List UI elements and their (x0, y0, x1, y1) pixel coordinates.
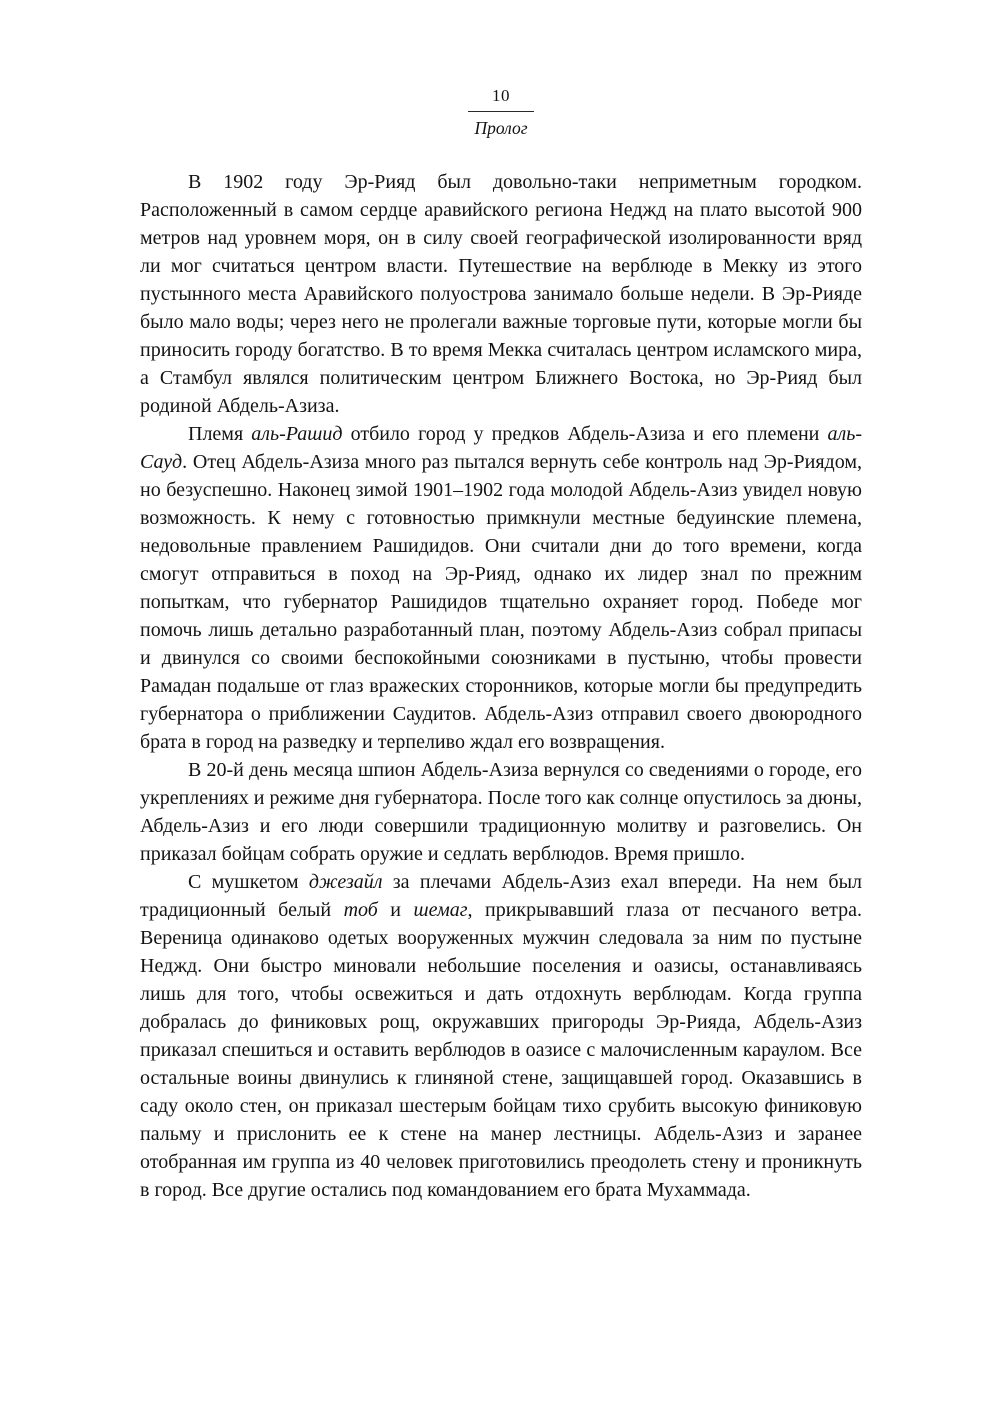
text-run: В 1902 году Эр-Рияд был довольно-таки неприметным городком. Расположенный в самом сердце аравийского региона Неджд на плато высотой 900 метров над уровнем моря, он в силу своей географической изолированности вряд ли мог считаться центром власти. Путешествие на верблюде в Мекку из этого пустынного места Аравийского полуострова занимало больше недели. В Эр-Рияде было мало воды; через него не пролегали важные торговые пути, которые могли бы приносить городу богатство. В то время Мекка считалась центром исламского мира, а Стамбул являлся политическим центром Ближнего Востока, но Эр-Рияд был родиной Абдель-Азиза. (140, 171, 862, 417)
text-run: за плечами Абдель-Азиз ехал впереди. На нем был традиционный белый (140, 871, 862, 921)
paragraph (140, 168, 862, 420)
italic-term: аль-Сауд (140, 423, 862, 473)
italic-term: шемаг (413, 899, 468, 921)
text-run: С мушкетом (188, 871, 309, 893)
page-number: 10 (492, 86, 510, 105)
text-run: В 20-й день месяца шпион Абдель-Азиза вернулся со сведениями о городе, его укреплениях и режиме дня губернатора. После того как солнце опустилось за дюны, Абдель-Азиз и его люди совершили традиционную молитву и разговелись. Он приказал бойцам собрать оружие и седлать верблюдов. Время пришло. (140, 759, 862, 865)
paragraph (140, 868, 862, 1204)
text-run: Племя (188, 423, 252, 445)
text-run: , прикрывавший глаза от песчаного ветра. Вереница одинаково одетых вооруженных мужчин следовала за ним по пустыне Неджд. Они быстро миновали небольшие поселения и оазисы, останавливаясь лишь для того, чтобы освежиться и дать отдохнуть верблюдам. Когда группа добралась до финиковых рощ, окружавших пригороды Эр-Рияда, Абдель-Азиз приказал спешиться и оставить верблюдов в оазисе с малочисленным караулом. Все остальные воины двинулись к глиняной стене, защищавшей город. Оказавшись в саду около стен, он приказал шестерым бойцам тихо срубить высокую финиковую пальму и прислонить ее к стене на манер лестницы. Абдель-Азиз и заранее отобранная им группа из 40 человек приготовились преодолеть стену и проникнуть в город. Все другие остались под командованием его брата Мухаммада. (140, 899, 863, 1201)
text-run: и (377, 899, 414, 921)
header-rule (468, 111, 534, 112)
text-run: отбило город у предков Абдель-Азиза и его племени (342, 423, 828, 445)
text-block (140, 168, 862, 1204)
paragraph (140, 756, 862, 868)
italic-term: аль-Рашид (251, 423, 343, 445)
italic-term: джезайл (308, 871, 383, 893)
italic-term: тоб (343, 899, 378, 921)
chapter-title: Пролог (474, 118, 528, 138)
text-run: . Отец Абдель-Азиза много раз пытался вернуть себе контроль над Эр-Риядом, но безуспешно. Наконец зимой 1901–1902 года молодой Абдель-Азиз увидел новую возможность. К нему с готовностью примкнули местные бедуинские племена, недовольные правлением Рашидидов. Они считали дни до того времени, когда смогут отправиться в поход на Эр-Рияд, однако их лидер знал по прежним попыткам, что губернатор Рашидидов тщательно охраняет город. Победе мог помочь лишь детально разработанный план, поэтому Абдель-Азиз собрал припасы и двинулся со своими беспокойными союзниками в пустыню, чтобы провести Рамадан подальше от глаз вражеских сторонников, которые могли бы предупредить губернатора о приближении Саудитов. Абдель-Азиз отправил своего двоюродного брата в город на разведку и терпеливо ждал его возвращения. (140, 451, 862, 753)
paragraph (140, 420, 862, 756)
page-header (140, 86, 862, 138)
